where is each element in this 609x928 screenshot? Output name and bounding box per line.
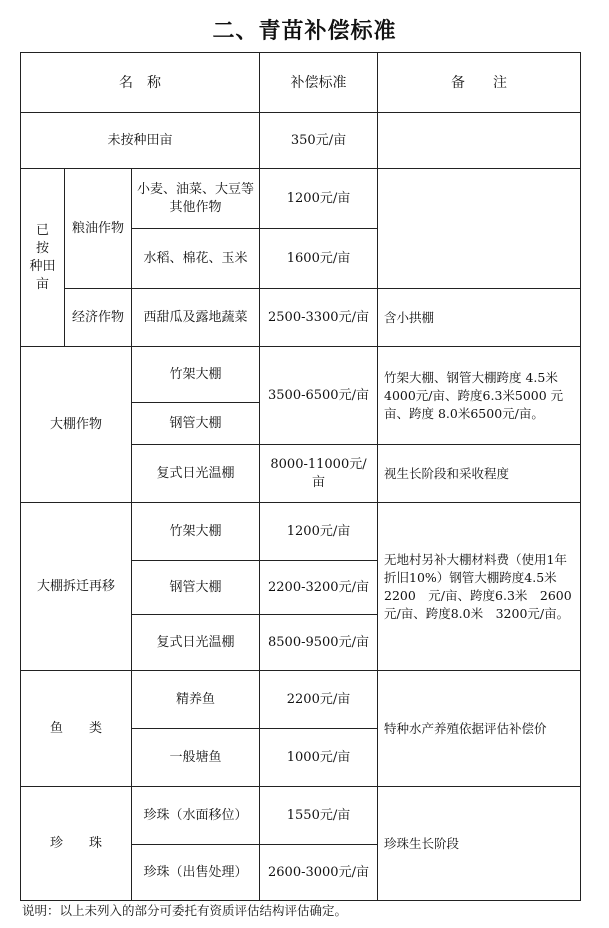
pearl-move: 珍珠（水面移位） xyxy=(132,787,260,845)
table-row xyxy=(21,169,581,229)
table-row xyxy=(21,347,581,403)
pearl: 珍 珠 xyxy=(21,787,132,901)
header-note: 备 注 xyxy=(378,53,581,113)
group-line-1: 已 按 xyxy=(35,222,63,256)
fish-fine-standard: 2200元/亩 xyxy=(260,671,378,729)
row-unplanted-note xyxy=(378,113,581,169)
relocate-solar: 复式日光温棚 xyxy=(132,615,260,671)
row-unplanted-name: 未按种田亩 xyxy=(21,113,260,169)
table-row xyxy=(21,787,581,845)
greenhouse-bs-note: 竹架大棚、钢管大棚跨度 4.5米4000元/亩、跨度6.3米5000 元亩、跨度 8.0米6500元/亩。 xyxy=(378,347,581,445)
compensation-table xyxy=(20,52,581,901)
relocate-bamboo: 竹架大棚 xyxy=(132,503,260,561)
fish-pond: 一般塘鱼 xyxy=(132,729,260,787)
wheat-crops: 小麦、油菜、大豆等其他作物 xyxy=(132,169,260,229)
wheat-standard: 1200元/亩 xyxy=(260,169,378,229)
footnote: 说明：以上未列入的部分可委托有资质评估结构评估确定。 xyxy=(22,903,348,918)
row-unplanted-standard: 350元/亩 xyxy=(260,113,378,169)
relocate-steel-standard: 2200-3200元/亩 xyxy=(260,561,378,615)
melon-standard: 2500-3300元/亩 xyxy=(260,289,378,347)
fish-pond-standard: 1000元/亩 xyxy=(260,729,378,787)
table-row xyxy=(21,503,581,561)
greenhouse-solar-note: 视生长阶段和采收程度 xyxy=(378,445,581,503)
grain-oil-note xyxy=(378,169,581,289)
greenhouse-crops: 大棚作物 xyxy=(21,347,132,503)
greenhouse-solar: 复式日光温棚 xyxy=(132,445,260,503)
greenhouse-steel: 钢管大棚 xyxy=(132,403,260,445)
melon-crops: 西甜瓜及露地蔬菜 xyxy=(132,289,260,347)
fish: 鱼 类 xyxy=(21,671,132,787)
cash-crops: 经济作物 xyxy=(65,289,132,347)
table-row xyxy=(21,113,581,169)
table-row xyxy=(21,289,581,347)
table-row xyxy=(21,671,581,729)
greenhouse-bamboo: 竹架大棚 xyxy=(132,347,260,403)
fish-fine: 精养鱼 xyxy=(132,671,260,729)
relocate-solar-standard: 8500-9500元/亩 xyxy=(260,615,378,671)
melon-note: 含小拱棚 xyxy=(378,289,581,347)
page-title: 二、青苗补偿标准 xyxy=(212,18,397,44)
relocation: 大棚拆迁再移 xyxy=(21,503,132,671)
relocate-bamboo-standard: 1200元/亩 xyxy=(260,503,378,561)
rice-standard: 1600元/亩 xyxy=(260,229,378,289)
group-line-2: 种田亩 xyxy=(29,258,56,292)
rice-crops: 水稻、棉花、玉米 xyxy=(132,229,260,289)
fish-note: 特种水产养殖依据评估补偿价 xyxy=(378,671,581,787)
pearl-sale-standard: 2600-3000元/亩 xyxy=(260,845,378,901)
grain-oil-crops: 粮油作物 xyxy=(65,169,132,289)
relocate-steel: 钢管大棚 xyxy=(132,561,260,615)
greenhouse-solar-standard: 8000-11000元/亩 xyxy=(260,445,378,503)
group-already-planted xyxy=(21,169,65,347)
table-header-row xyxy=(21,53,581,113)
relocate-note: 无地村另补大棚材料费（使用1年折旧10%）钢管大棚跨度4.5米 2200 元/亩、跨度6.3米 2600元/亩、跨度8.0米 3200元/亩。 xyxy=(378,503,581,671)
header-standard: 补偿标准 xyxy=(260,53,378,113)
greenhouse-bs-standard: 3500-6500元/亩 xyxy=(260,347,378,445)
pearl-note: 珍珠生长阶段 xyxy=(378,787,581,901)
header-name: 名 称 xyxy=(21,53,260,113)
pearl-sale: 珍珠（出售处理） xyxy=(132,845,260,901)
pearl-move-standard: 1550元/亩 xyxy=(260,787,378,845)
